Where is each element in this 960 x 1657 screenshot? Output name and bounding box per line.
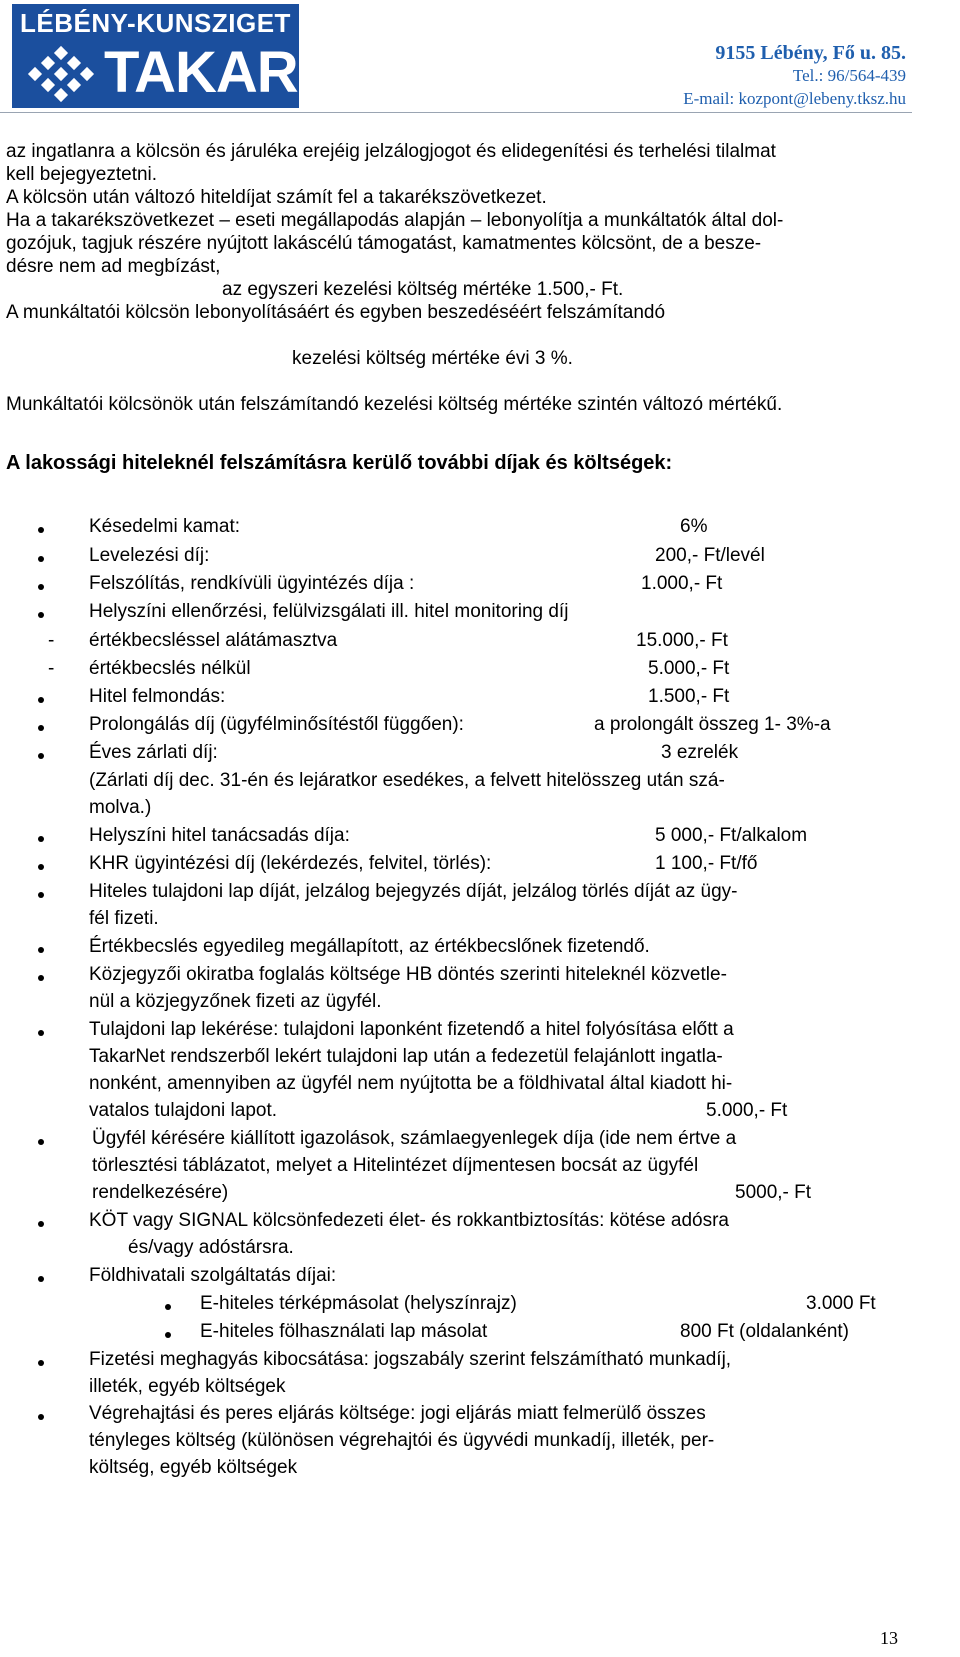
bullet-icon	[38, 725, 44, 731]
fee-text: illeték, egyéb költségek	[89, 1376, 286, 1397]
bullet-icon	[38, 1139, 44, 1145]
fee-value: 1 100,- Ft/fő	[655, 853, 758, 874]
bullet-icon	[38, 1030, 44, 1036]
bullet-icon	[38, 1221, 44, 1227]
fee-text: Fizetési meghagyás kibocsátása: jogszabály szerint felszámítható munkadíj,	[89, 1349, 732, 1370]
fee-value: 5 000,- Ft/alkalom	[655, 825, 808, 846]
fee-value: 15.000,- Ft	[636, 630, 728, 651]
bullet-icon	[38, 975, 44, 981]
fee-label: Helyszíni hitel tanácsadás díja:	[89, 825, 350, 846]
fee-label: Helyszíni ellenőrzési, felülvizsgálati ill. hitel monitoring díj	[89, 601, 569, 622]
fee-label: KHR ügyintézési díj (lekérdezés, felvitel, törlés):	[89, 853, 492, 874]
bullet-icon	[38, 836, 44, 842]
fee-text: törlesztési táblázatot, melyet a Hitelintézet díjmentesen bocsát az ügyfél	[92, 1155, 699, 1176]
fee-value: 200,- Ft/levél	[655, 545, 765, 566]
fee-value: 6%	[680, 516, 708, 537]
fee-label: Késedelmi kamat:	[89, 516, 241, 537]
fee-text: költség, egyéb költségek	[89, 1457, 298, 1478]
fee-value: 800 Ft (oldalanként)	[680, 1321, 849, 1342]
header-phone: Tel.: 96/564-439	[792, 66, 906, 85]
bullet-icon	[38, 1276, 44, 1282]
bullet-icon	[38, 584, 44, 590]
fee-label: értékbecslés nélkül	[89, 658, 251, 679]
fee-value: a prolongált összeg 1- 3%-a	[594, 714, 831, 735]
bullet-icon	[38, 864, 44, 870]
fee-text: Végrehajtási és peres eljárás költsége: jogi eljárás miatt felmerülő összes	[89, 1403, 706, 1424]
fee-label: Éves zárlati díj:	[89, 742, 218, 763]
paragraph-line: az egyszeri kezelési költség mértéke 1.500,- Ft.	[222, 279, 624, 300]
fee-text: Hiteles tulajdoni lap díját, jelzálog bejegyzés díját, jelzálog törlés díját az ügy-	[89, 881, 738, 902]
fee-label: Felszólítás, rendkívüli ügyintézés díja :	[89, 573, 415, 594]
fee-text: tényleges költség (különösen végrehajtói és ügyvédi munkadíj, illeték, per-	[89, 1430, 715, 1451]
fee-label: Hitel felmondás:	[89, 686, 226, 707]
paragraph-line: désre nem ad megbízást,	[6, 256, 221, 277]
bullet-icon	[38, 892, 44, 898]
fee-text: Értékbecslés egyedileg megállapított, az értékbecslőnek fizetendő.	[89, 936, 650, 957]
paragraph-line: kezelési költség mértéke évi 3 %.	[292, 348, 573, 369]
takarek-logo	[12, 4, 377, 108]
bullet-icon	[38, 753, 44, 759]
fee-text: nül a közjegyzőnek fizeti az ügyfél.	[89, 991, 382, 1012]
fee-text: rendelkezésére)	[92, 1182, 229, 1203]
paragraph-line: az ingatlanra a kölcsön és járuléka erejéig jelzálogjogot és elidegenítési és terhelési tilalmat	[6, 141, 776, 162]
bullet-icon	[38, 697, 44, 703]
paragraph-line: gozójuk, tagjuk részére nyújtott lakáscélú támogatást, kamatmentes kölcsönt, de a besze-	[6, 233, 762, 254]
fee-value: 5.000,- Ft	[648, 658, 730, 679]
paragraph-line: A kölcsön után változó hiteldíjat számít fel a takarékszövetkezet.	[6, 187, 547, 208]
header-divider	[0, 112, 912, 113]
logo-emblem-icon	[26, 46, 96, 102]
fee-text: nonként, amennyiben az ügyfél nem nyújtotta be a földhivatal által kiadott hi-	[89, 1073, 733, 1094]
page-number: 13	[880, 1628, 898, 1648]
paragraph-line: A munkáltatói kölcsön lebonyolításáért és egyben beszedéséért felszámítandó	[6, 302, 666, 323]
fee-label: Levelezési díj:	[89, 545, 210, 566]
fee-value: 3 ezrelék	[661, 742, 739, 763]
header-email[interactable]: E-mail: kozpont@lebeny.tksz.hu	[683, 89, 906, 108]
dash-marker: -	[48, 630, 55, 651]
fee-value: 1.500,- Ft	[648, 686, 730, 707]
fee-label: Földhivatali szolgáltatás díjai:	[89, 1265, 337, 1286]
fee-value: 5000,- Ft	[735, 1182, 812, 1203]
bullet-icon	[38, 1360, 44, 1366]
fee-note: (Zárlati díj dec. 31-én és lejáratkor esedékes, a felvett hitelösszeg után szá-	[89, 770, 725, 791]
fee-label: E-hiteles fölhasználati lap másolat	[200, 1321, 488, 1342]
fee-text: és/vagy adóstársra.	[128, 1237, 294, 1258]
fee-text: vatalos tulajdoni lapot.	[89, 1100, 278, 1121]
bullet-icon	[38, 527, 44, 533]
fee-text: fél fizeti.	[89, 908, 159, 929]
fee-text: Ügyfél kérésére kiállított igazolások, számlaegyenlegek díja (ide nem értve a	[92, 1128, 737, 1149]
fee-text: Közjegyzői okiratba foglalás költsége HB döntés szerinti hiteleknél közvetle-	[89, 964, 727, 985]
dash-marker: -	[48, 658, 55, 679]
fee-note: molva.)	[89, 797, 152, 818]
fee-value: 5.000,- Ft	[706, 1100, 788, 1121]
fee-text: TakarNet rendszerből lekért tulajdoni lap után a fedezetül felajánlott ingatla-	[89, 1046, 723, 1067]
fee-label: Prolongálás díj (ügyfélminősítéstől függően):	[89, 714, 464, 735]
bullet-icon	[38, 612, 44, 618]
bullet-icon	[38, 1414, 44, 1420]
bullet-icon	[165, 1304, 171, 1310]
fee-value: 1.000,- Ft	[641, 573, 723, 594]
paragraph-line: kell bejegyeztetni.	[6, 164, 158, 185]
logo-main-text: TAKARÉK	[104, 40, 377, 105]
fee-value: 3.000 Ft	[806, 1293, 876, 1314]
paragraph-line: Munkáltatói kölcsönök után felszámítandó kezelési költség mértéke szintén változó mértékű.	[6, 394, 783, 415]
fee-label: értékbecsléssel alátámasztva	[89, 630, 338, 651]
header-address: 9155 Lébény, Fő u. 85.	[715, 42, 906, 64]
logo-top-text: LÉBÉNY-KUNSZIGET	[20, 8, 291, 38]
section-heading: A lakossági hiteleknél felszámításra kerülő további díjak és költségek:	[6, 452, 673, 474]
bullet-icon	[38, 947, 44, 953]
bullet-icon	[38, 556, 44, 562]
fee-text: KÖT vagy SIGNAL kölcsönfedezeti élet- és rokkantbiztosítás: kötése adósra	[89, 1210, 729, 1231]
fee-text: Tulajdoni lap lekérése: tulajdoni laponként fizetendő a hitel folyósítása előtt a	[89, 1019, 734, 1040]
paragraph-line: Ha a takarékszövetkezet – eseti megállapodás alapján – lebonyolítja a munkáltatók által dol-	[6, 210, 784, 231]
fee-label: E-hiteles térképmásolat (helyszínrajz)	[200, 1293, 517, 1314]
bullet-icon	[165, 1332, 171, 1338]
